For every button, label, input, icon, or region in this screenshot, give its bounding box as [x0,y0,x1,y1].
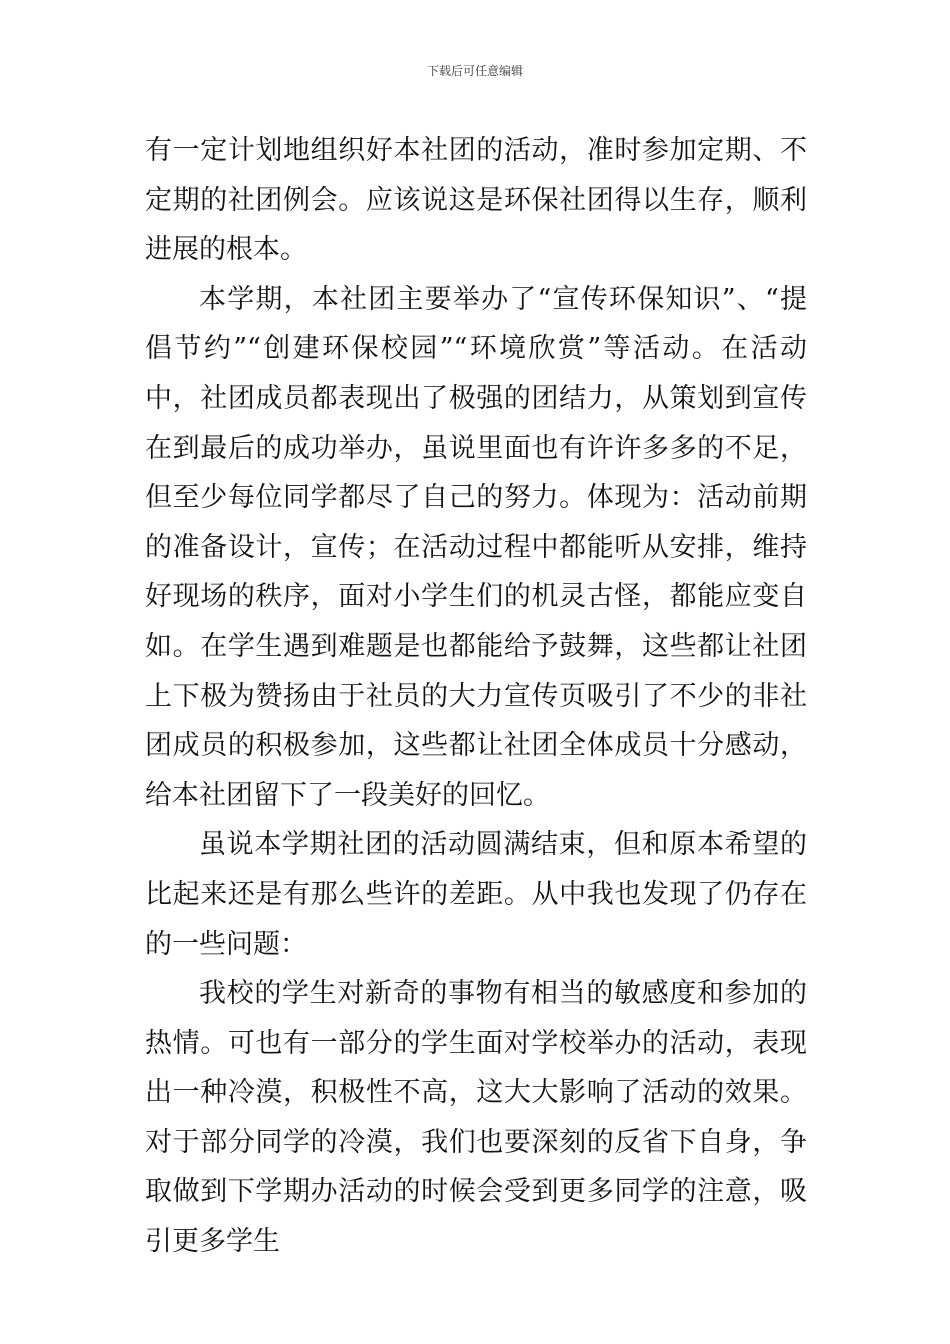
header-note: 下载后可任意编辑 [426,64,523,78]
document-body [145,126,807,1267]
paragraph-activities: 本学期，本社团主要举办了“宣传环保知识”、“提倡节约”“创建环保校园”“环境欣赏”等活动。在活动中，社团成员都表现出了极强的团结力，从策划到宣传在到最后的成功举办，虽说里面也有许许多多的不足，但至少每位同学都尽了自己的努力。体现为：活动前期的准备设计，宣传；在活动过程中都能听从安排，维持好现场的秩序，面对小学生们的机灵古怪，都能应变自如。在学生遇到难题是也都能给予鼓舞，这些都让社团上下极为赞扬由于社员的大力宣传页吸引了不少的非社团成员的积极参加，这些都让社团全体成员十分感动，给本社团留下了一段美好的回忆。 [145,283,807,811]
paragraph-student-engagement: 我校的学生对新奇的事物有相当的敏感度和参加的热情。可也有一部分的学生面对学校举办的活动，表现出一种冷漠，积极性不高，这大大影响了活动的效果。对于部分同学的冷漠，我们也要深刻的反省下自身，争取做到下学期办活动的时候会受到更多同学的注意，吸引更多学生 [145,978,807,1258]
paragraph-shortcomings: 虽说本学期社团的活动圆满结束，但和原本希望的比起来还是有那么些许的差距。从中我也发现了仍存在的一些问题： [145,829,807,960]
paragraph-continuation: 有一定计划地组织好本社团的活动，准时参加定期、不定期的社团例会。应该说这是环保社团得以生存，顺利进展的根本。 [145,135,807,266]
